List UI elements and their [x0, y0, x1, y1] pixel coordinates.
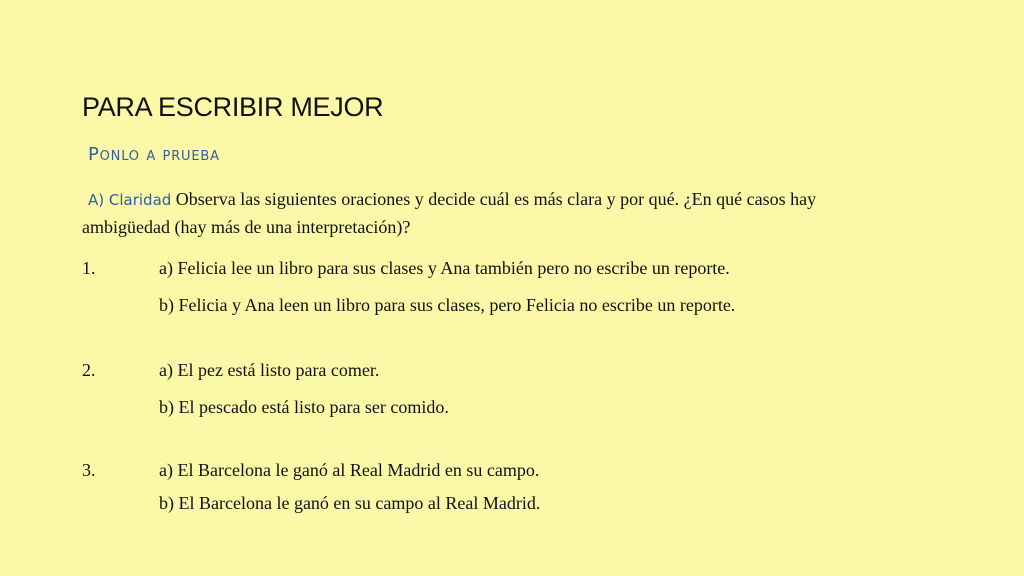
- intro-paragraph: [82, 186, 902, 241]
- example-option-a: a) El Barcelona le ganó al Real Madrid en su campo.: [159, 460, 540, 480]
- example-number: 3.: [82, 460, 96, 480]
- example-option-a: a) El pez está listo para comer.: [159, 360, 380, 380]
- example-option-b: b) El Barcelona le ganó en su campo al Real Madrid.: [159, 493, 541, 513]
- intro-text: Observa las siguientes oraciones y decide cuál es más clara y por qué. ¿En qué casos hay ambigüedad (hay más de una interpretación)?: [82, 189, 817, 237]
- example-number: 1.: [82, 258, 96, 278]
- slide-subtitle: Ponlo a prueba: [88, 144, 220, 165]
- example-option-b: b) El pescado está listo para ser comido.: [159, 397, 449, 417]
- slide-title: PARA ESCRIBIR MEJOR: [82, 92, 384, 122]
- example-option-b: b) Felicia y Ana leen un libro para sus clases, pero Felicia no escribe un reporte.: [159, 295, 736, 315]
- example-option-a: a) Felicia lee un libro para sus clases y Ana también pero no escribe un reporte.: [159, 258, 730, 278]
- intro-label: A) Claridad: [88, 191, 172, 209]
- example-number: 2.: [82, 360, 96, 380]
